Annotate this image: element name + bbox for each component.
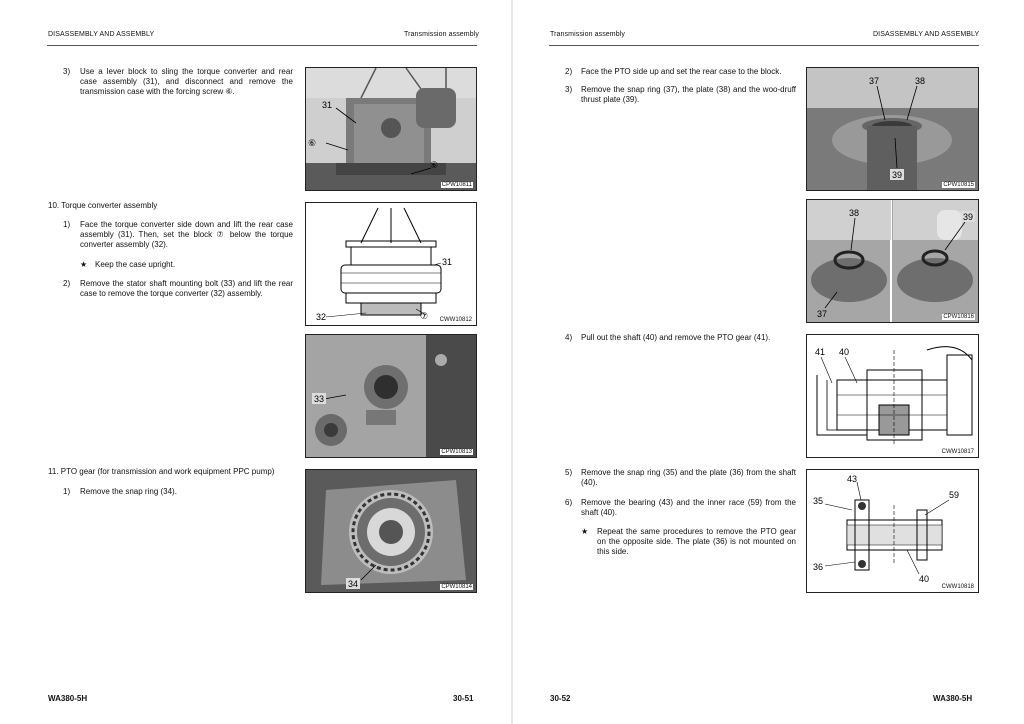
callout-label: ⑥ xyxy=(308,138,317,148)
step-number: 4) xyxy=(565,333,573,342)
callout-label: 43 xyxy=(847,474,858,484)
note-star-icon: ★ xyxy=(80,260,88,269)
figure-pto-shaft-drawing xyxy=(806,334,979,458)
figure-caption: CPW10814 xyxy=(441,584,472,590)
callout-label: ⑦ xyxy=(420,311,429,321)
step-text: Face the torque converter side down and lift the rear case assembly (31). Then, set the block ⑦ below the torque converter assembly (32). xyxy=(80,220,293,250)
note-text: Repeat the same procedures to remove the PTO gear on the opposite side. The plate (36) is not mounted on this side. xyxy=(597,527,796,557)
callout-label: 31 xyxy=(322,100,333,110)
figure-torque-converter-drawing xyxy=(305,202,477,326)
step-text: Remove the snap ring (35) and the plate (36) from the shaft (40). xyxy=(581,468,796,488)
step-number: 5) xyxy=(565,468,573,477)
figure-stator-shaft-photo xyxy=(305,334,477,458)
callout-label: 33 xyxy=(314,394,325,404)
figure-pto-bearing-photo xyxy=(305,469,477,593)
callout-label: 40 xyxy=(919,574,930,584)
step-number: 3) xyxy=(63,67,71,76)
callout-label: 32 xyxy=(316,312,327,322)
header-section-title: DISASSEMBLY AND ASSEMBLY xyxy=(48,31,155,38)
step-number: 2) xyxy=(565,67,573,76)
figure-caption: CWW10817 xyxy=(941,449,974,455)
header-rule xyxy=(549,45,979,46)
step-number: 3) xyxy=(565,85,573,94)
footer-model: WA380-5H xyxy=(48,694,88,703)
step-text: Remove the bearing (43) and the inner race (59) from the shaft (40). xyxy=(581,498,796,518)
callout-label: 39 xyxy=(892,170,903,180)
figure-transmission-case-photo xyxy=(305,67,477,191)
step-text: Face the PTO side up and set the rear case to the block. xyxy=(581,67,782,76)
figure-snap-ring-photo xyxy=(806,67,979,191)
callout-label: 38 xyxy=(849,208,860,218)
footer-page-number: 30-52 xyxy=(550,694,571,703)
callout-label: 39 xyxy=(963,212,974,222)
header-subsection-title: Transmission assembly xyxy=(404,31,479,38)
figure-caption: CPW10811 xyxy=(441,182,472,188)
callout-label: 59 xyxy=(949,490,960,500)
figure-caption: CWW10818 xyxy=(941,584,974,590)
step-text: Use a lever block to sling the torque converter and rear case assembly (31), and disconnect and remove the transmission case with the forcing screw ⑥. xyxy=(80,67,293,97)
footer-page-number: 30-51 xyxy=(453,694,474,703)
callout-label: 37 xyxy=(817,309,828,319)
figure-shaft-bearing-drawing xyxy=(806,469,979,593)
figure-caption: CPW10813 xyxy=(441,449,472,455)
footer-model: WA380-5H xyxy=(933,694,973,703)
note-text: Keep the case upright. xyxy=(95,260,176,269)
step-number: 1) xyxy=(63,220,71,229)
left-page xyxy=(0,0,511,724)
callout-label: 40 xyxy=(839,347,850,357)
section-title: 11. PTO gear (for transmission and work equipment PPC pump) xyxy=(48,467,275,476)
callout-label: 41 xyxy=(815,347,826,357)
callout-label: 35 xyxy=(813,496,824,506)
step-text: Remove the snap ring (37), the plate (38) and the woo-druff thrust plate (39). xyxy=(581,85,796,105)
figure-caption: CWW10812 xyxy=(439,317,472,323)
step-text: Remove the snap ring (34). xyxy=(80,487,177,496)
callout-label: 36 xyxy=(813,562,824,572)
right-page xyxy=(513,0,1024,724)
header-section-title: DISASSEMBLY AND ASSEMBLY xyxy=(873,31,980,38)
callout-label: 37 xyxy=(869,76,880,86)
step-number: 6) xyxy=(565,498,573,507)
section-title: 10. Torque converter assembly xyxy=(48,201,158,210)
callout-label: 31 xyxy=(442,257,453,267)
step-text: Remove the stator shaft mounting bolt (33) and lift the rear case to remove the torque converter (32) assembly. xyxy=(80,279,293,299)
step-number: 1) xyxy=(63,487,71,496)
callout-label: 34 xyxy=(348,579,359,589)
note-star-icon: ★ xyxy=(581,527,589,536)
step-text: Pull out the shaft (40) and remove the PTO gear (41). xyxy=(581,333,771,342)
header-subsection-title: Transmission assembly xyxy=(550,31,625,38)
figure-caption: CPW10815 xyxy=(943,182,974,188)
figure-plate-removal-photo xyxy=(806,199,979,323)
step-number: 2) xyxy=(63,279,71,288)
callout-label: ⑥ xyxy=(430,160,439,170)
figure-caption: CPW10816 xyxy=(943,314,974,320)
header-rule xyxy=(47,45,477,46)
callout-label: 38 xyxy=(915,76,926,86)
